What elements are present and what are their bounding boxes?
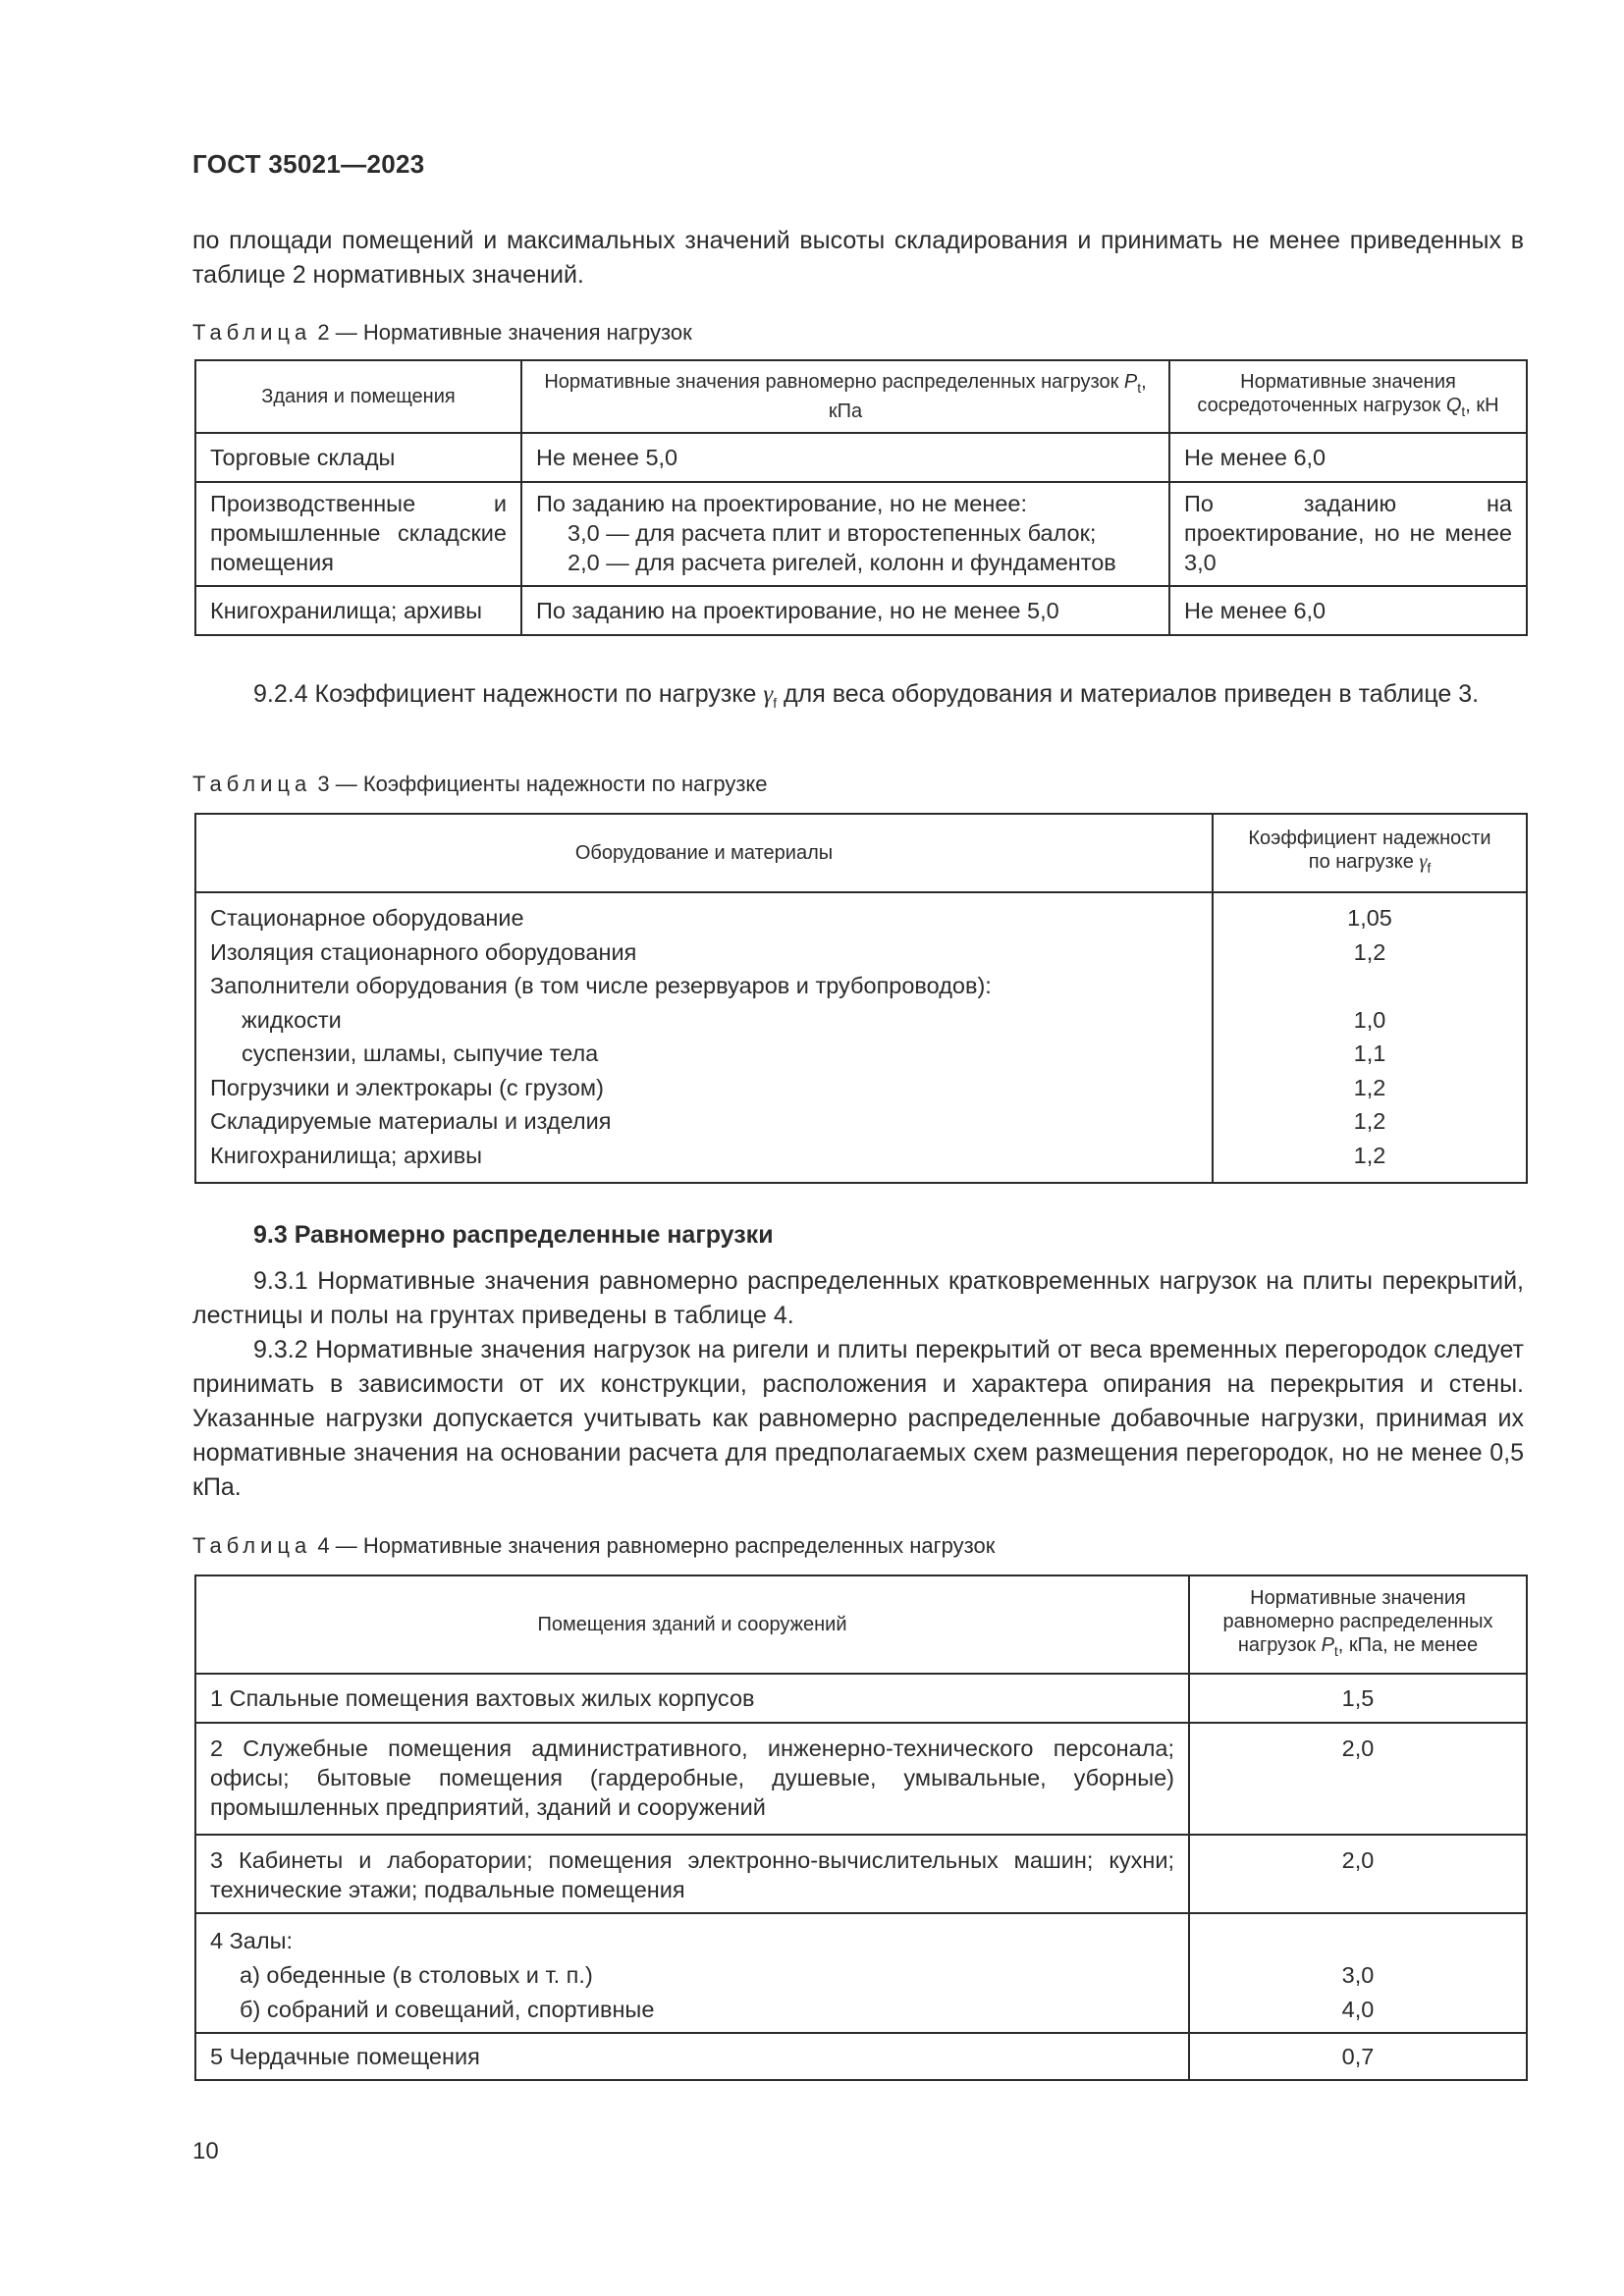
table2-caption-text: 2 — Нормативные значения нагрузок [317,320,692,345]
table2-distributed-line: 3,0 — для расчета плит и второстепенных балок; [568,520,1097,546]
table2-caption-word: Таблица [192,320,312,345]
paragraph-9-2-4-text: 9.2.4 Коэффициент надежности по нагрузке [253,680,764,708]
list-item: Складируемые материалы и изделия [210,1108,612,1134]
table4-cell-premises: 1 Спальные помещения вахтовых жилых корпусов [195,1674,1189,1723]
symbol-p: P [1321,1634,1334,1656]
list-item: б) собраний и совещаний, спортивные [240,1997,655,2022]
paragraph-9-2-4 [192,677,1524,721]
table3-caption-text: 3 — Коэффициенты надежности по нагрузке [317,772,768,796]
list-item: а) обеденные (в столовых и т. п.) [240,1962,593,1988]
intro-paragraph: по площади помещений и максимальных значений высоты складирования и принимать не менее приведенных в таблице 2 нормативных значений. [192,227,1524,289]
symbol-q: Q [1445,395,1462,416]
table4-cell-value: 1,5 [1189,1674,1527,1723]
table3 [194,813,1528,1184]
table-row [195,892,1527,1183]
coefficient-value: 1,1 [1353,1041,1386,1066]
table2-cell-building: Торговые склады [195,433,521,482]
table2-header-distributed-text: Нормативные значения равномерно распределенных нагрузок [544,371,1124,393]
table4-caption-text: 4 — Нормативные значения равномерно распределенных нагрузок [317,1533,996,1558]
table4-caption [192,1531,995,1561]
document-header: ГОСТ 35021—2023 [192,149,425,179]
table3-header-coefficient-line [1227,850,1512,880]
table2-cell-building: Производственные и промышленные складские помещения [195,482,521,586]
table2-cell-concentrated: Не менее 6,0 [1169,586,1527,635]
coefficient-value: 1,2 [1353,1142,1386,1168]
page-number: 10 [192,2138,219,2164]
table4-cell-value: 2,0 [1189,1835,1527,1913]
table4-header-values-unit: , кПа, не менее [1337,1634,1479,1656]
symbol-gamma-subscript: f [773,695,778,711]
table-row [195,482,1527,586]
table2-header-row [195,360,1527,433]
paragraph-9-3-2: 9.3.2 Нормативные значения нагрузок на ригели и плиты перекрытий от веса временных перегородок следует принимать в зависимости от их конструкции, расположения и характера опирания на перекрытия и стены. Указанные нагрузки допускается учитывать как равномерно распределенные добавочные нагрузки, принимая их нормативные значения на основании расчета для предполагаемых схем размещения перегородок, но не менее 0,5 кПа. [192,1336,1524,1501]
table4-header-values [1189,1575,1527,1674]
list-item: Заполнители оборудования (в том числе резервуаров и трубопроводов): [210,973,992,998]
table2-header-concentrated-unit: , кН [1465,395,1499,416]
table2-cell-distributed: Не менее 5,0 [521,433,1169,482]
section-title: 9.3 Равномерно распределенные нагрузки [253,1221,774,1249]
table4-header-row [195,1575,1527,1674]
symbol-gamma: γ [1419,851,1428,873]
list-item: 4 Залы: [210,1928,293,1953]
table2-header-distributed-unit: , кПа [828,371,1147,422]
coefficient-value: 1,2 [1353,1074,1386,1100]
table2-header-concentrated [1169,360,1527,433]
coefficient-value: 1,2 [1353,938,1386,965]
table4-cell-premises [195,1913,1189,2033]
list-item: Книгохранилища; архивы [210,1142,483,1168]
table2-distributed-line: 2,0 — для расчета ригелей, колонн и фундаментов [568,550,1116,575]
table4-caption-word: Таблица [192,1533,312,1558]
table4-cell-premises: 2 Служебные помещения административного, инженерно-технического персонала; офисы; бытовые помещения (гардеробные, душевые, умывальные, уборные) промышленных предприятий, зданий и сооружений [195,1723,1189,1835]
load-value [1204,1924,1512,1958]
table-row [195,1674,1527,1723]
table4-cell-value: 0,7 [1189,2033,1527,2080]
table-row [195,586,1527,635]
table3-caption [192,770,768,799]
table3-header-equipment: Оборудование и материалы [195,814,1213,892]
symbol-p-subscript: t [1137,380,1142,396]
table2-distributed-line: По заданию на проектирование, но не менее: [536,491,1028,516]
table4-header-values-line: Нормативные значения [1250,1587,1466,1609]
table2-cell-concentrated: По заданию на проектирование, но не менее 3,0 [1169,482,1527,586]
table3-caption-word: Таблица [192,772,312,796]
table3-header-coefficient-text: по нагрузке [1308,851,1420,873]
table4-header-premises: Помещения зданий и сооружений [195,1575,1189,1674]
symbol-q-subscript: t [1461,403,1466,419]
table-row [195,433,1527,482]
table4-header-values-line: равномерно распределенных [1222,1611,1493,1632]
list-item: Изоляция стационарного оборудования [210,938,637,965]
table-row [195,1913,1527,2033]
table3-header-row [195,814,1527,892]
coefficient-value: 1,05 [1347,905,1392,931]
paragraph-9-2-4-text-end: для веса оборудования и материалов приведен в таблице 3. [777,680,1480,708]
table3-header-coefficient-line: Коэффициент надежности [1248,828,1491,849]
paragraph-9-3-1: 9.3.1 Нормативные значения равномерно распределенных кратковременных нагрузок на плиты перекрытий, лестницы и полы на грунтах приведены в таблице 4. [192,1267,1524,1329]
table2-cell-concentrated: Не менее 6,0 [1169,433,1527,482]
symbol-p-subscript: t [1333,1643,1338,1659]
table3-header-coefficient [1213,814,1527,892]
table4-cell-value: 2,0 [1189,1723,1527,1835]
symbol-gamma-subscript: f [1427,860,1432,876]
table4-header-values-line [1204,1633,1512,1663]
coefficient-value: 1,0 [1353,1006,1386,1033]
load-value: 4,0 [1341,1997,1375,2022]
table-row [195,1723,1527,1835]
table4-cell-premises: 3 Кабинеты и лаборатории; помещения электронно-вычислительных машин; кухни; технические этажи; подвальные помещения [195,1835,1189,1913]
coefficient-value [1227,969,1512,1003]
coefficient-value: 1,2 [1353,1108,1386,1134]
list-item: жидкости [242,1006,342,1033]
table3-values-cell [1213,892,1527,1183]
table-row [195,2033,1527,2080]
symbol-p: P [1123,371,1138,393]
list-item: Стационарное оборудование [210,905,524,931]
table-row [195,1835,1527,1913]
symbol-gamma: γ [763,681,774,708]
list-item: суспензии, шламы, сыпучие тела [242,1041,599,1066]
table4-cell-premises: 5 Чердачные помещения [195,2033,1189,2080]
table4-header-values-text: нагрузок [1237,1634,1322,1656]
table2-caption [192,318,692,347]
table2-cell-distributed [521,482,1169,586]
table2-header-buildings: Здания и помещения [195,360,521,433]
table2-header-concentrated-text: Нормативные значения сосредоточенных нагрузок [1197,371,1456,416]
list-item: Погрузчики и электрокары (с грузом) [210,1074,604,1100]
load-value: 3,0 [1341,1962,1375,1988]
table2-cell-building: Книгохранилища; архивы [195,586,521,635]
table4 [194,1575,1528,2081]
table2 [194,359,1528,636]
table3-items-cell [195,892,1213,1183]
table2-header-distributed [521,360,1169,433]
table2-cell-distributed: По заданию на проектирование, но не менее 5,0 [521,586,1169,635]
table4-cell-value [1189,1913,1527,2033]
